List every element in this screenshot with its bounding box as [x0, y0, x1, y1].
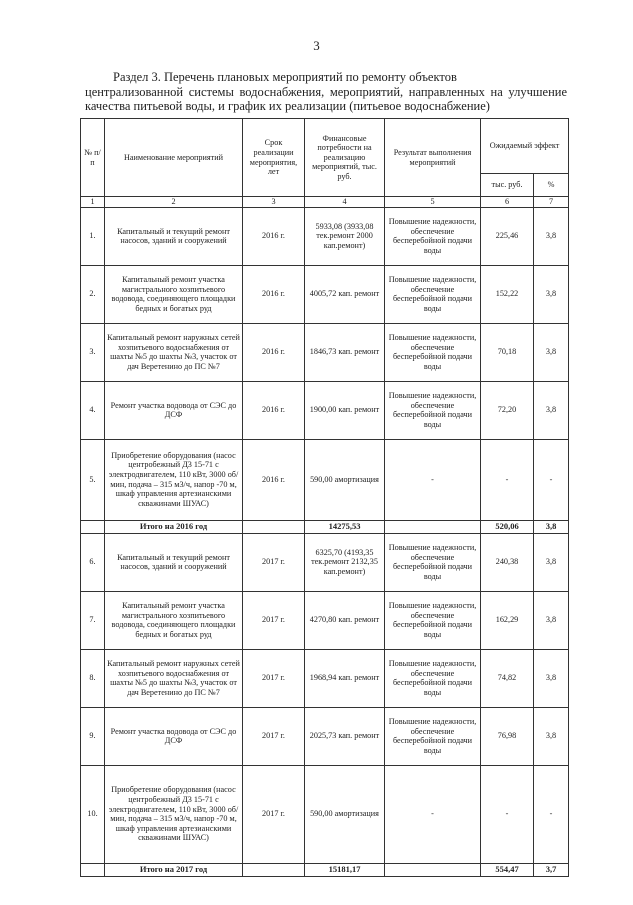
table-row	[81, 591, 569, 649]
row-effect-rub: 74,82	[481, 649, 534, 707]
row-number: 7.	[81, 591, 105, 649]
column-number: 7	[534, 197, 569, 208]
row-year: 2016 г.	[243, 381, 305, 439]
row-effect-pct: 3,8	[534, 707, 569, 765]
header-name: Наименование мероприятий	[105, 119, 243, 197]
row-finance: 590,00 амортизация	[305, 765, 385, 863]
table-row	[81, 533, 569, 591]
row-result: Повышение надежности, обеспечение бесперебойной подачи воды	[385, 381, 481, 439]
column-number: 6	[481, 197, 534, 208]
row-effect-pct: 3,8	[534, 207, 569, 265]
total-finance: 15181,17	[305, 863, 385, 876]
row-effect-rub: 225,46	[481, 207, 534, 265]
column-number: 3	[243, 197, 305, 208]
row-year: 2016 г.	[243, 439, 305, 520]
row-effect-pct: 3,8	[534, 381, 569, 439]
row-result: Повышение надежности, обеспечение бесперебойной подачи воды	[385, 707, 481, 765]
row-number: 9.	[81, 707, 105, 765]
total-effect-rub: 554,47	[481, 863, 534, 876]
row-name: Ремонт участка водовода от СЭС до ДСФ	[105, 381, 243, 439]
row-name: Ремонт участка водовода от СЭС до ДСФ	[105, 707, 243, 765]
section-heading	[85, 70, 567, 114]
section-heading-rest: централизованной системы водоснабжения, мероприятий, направленных на улучшение качества питьевой воды, и график их реализации (питьевое водоснабжение)	[85, 84, 567, 113]
row-finance: 4270,80 кап. ремонт	[305, 591, 385, 649]
row-year: 2016 г.	[243, 265, 305, 323]
row-finance: 1900,00 кап. ремонт	[305, 381, 385, 439]
row-name: Капитальный ремонт наружных сетей хозпитьевого водоснабжения от шахты №5 до шахты №3, участок от дач Веретенино до ПС №7	[105, 649, 243, 707]
row-result: Повышение надежности, обеспечение бесперебойной подачи воды	[385, 323, 481, 381]
measures-table	[80, 118, 569, 877]
row-year: 2017 г.	[243, 649, 305, 707]
row-name: Приобретение оборудования (насос центробежный Д3 15-71 с электродвигателем, 110 кВт, 3000 об/мин, подача – 315 м3/ч, напор -70 м, шкаф управления артезианскими скважинами ШУАС)	[105, 765, 243, 863]
row-effect-rub: 70,18	[481, 323, 534, 381]
row-effect-rub: 76,98	[481, 707, 534, 765]
header-finance: Финансовые потребности на реализацию мероприятий, тыс. руб.	[305, 119, 385, 197]
row-finance: 5933,08 (3933,08 тек.ремонт 2000 кап.ремонт)	[305, 207, 385, 265]
row-finance: 2025,73 кап. ремонт	[305, 707, 385, 765]
row-number: 5.	[81, 439, 105, 520]
row-effect-rub: 240,38	[481, 533, 534, 591]
table-row	[81, 765, 569, 863]
row-result: Повышение надежности, обеспечение бесперебойной подачи воды	[385, 207, 481, 265]
row-number: 1.	[81, 207, 105, 265]
row-result: Повышение надежности, обеспечение бесперебойной подачи воды	[385, 533, 481, 591]
header-effect: Ожидаемый эффект	[481, 119, 569, 174]
row-finance: 4005,72 кап. ремонт	[305, 265, 385, 323]
total-label: Итого на 2017 год	[105, 863, 243, 876]
header-term: Срок реализации мероприятия, лет	[243, 119, 305, 197]
total-effect-pct: 3,7	[534, 863, 569, 876]
total-row	[81, 520, 569, 533]
column-number: 4	[305, 197, 385, 208]
header-effect-rub: тыс. руб.	[481, 174, 534, 197]
total-effect-rub: 520,06	[481, 520, 534, 533]
row-name: Капитальный ремонт наружных сетей хозпитьевого водоснабжения от шахты №5 до шахты №3, участок от дач Веретенино до ПС №7	[105, 323, 243, 381]
row-effect-pct: 3,8	[534, 533, 569, 591]
row-year: 2017 г.	[243, 533, 305, 591]
table-row	[81, 649, 569, 707]
row-effect-pct: 3,8	[534, 591, 569, 649]
row-effect-pct: -	[534, 765, 569, 863]
row-year: 2017 г.	[243, 765, 305, 863]
row-year: 2016 г.	[243, 207, 305, 265]
row-name: Капитальный и текущий ремонт насосов, зданий и сооружений	[105, 207, 243, 265]
column-number: 1	[81, 197, 105, 208]
row-number: 3.	[81, 323, 105, 381]
total-effect-pct: 3,8	[534, 520, 569, 533]
header-result: Результат выполнения мероприятий	[385, 119, 481, 197]
row-effect-rub: 72,20	[481, 381, 534, 439]
table-row	[81, 323, 569, 381]
row-effect-rub: 162,29	[481, 591, 534, 649]
table-row	[81, 439, 569, 520]
row-effect-pct: 3,8	[534, 649, 569, 707]
header-num: № п/п	[81, 119, 105, 197]
row-year: 2016 г.	[243, 323, 305, 381]
row-year: 2017 г.	[243, 591, 305, 649]
column-number: 5	[385, 197, 481, 208]
table-row	[81, 265, 569, 323]
row-name: Приобретение оборудования (насос центробежный Д3 15-71 с электродвигателем, 110 кВт, 3000 об/мин, подача – 315 м3/ч, напор -70 м, шкаф управления артезианскими скважинами ШУАС)	[105, 439, 243, 520]
row-number: 10.	[81, 765, 105, 863]
row-effect-rub: -	[481, 439, 534, 520]
row-name: Капитальный ремонт участка магистрального хозпитьевого водовода, соединяющего площадки бедных и богатых руд	[105, 265, 243, 323]
section-heading-line1: Раздел 3. Перечень плановых мероприятий по ремонту объектов	[113, 70, 457, 84]
row-effect-rub: -	[481, 765, 534, 863]
row-result: Повышение надежности, обеспечение бесперебойной подачи воды	[385, 649, 481, 707]
row-result: Повышение надежности, обеспечение бесперебойной подачи воды	[385, 265, 481, 323]
column-number: 2	[105, 197, 243, 208]
row-result: -	[385, 765, 481, 863]
row-number: 6.	[81, 533, 105, 591]
row-finance: 6325,70 (4193,35 тек.ремонт 2132,35 кап.ремонт)	[305, 533, 385, 591]
row-number: 8.	[81, 649, 105, 707]
row-effect-pct: 3,8	[534, 265, 569, 323]
table-row	[81, 207, 569, 265]
total-row	[81, 863, 569, 876]
table-row	[81, 707, 569, 765]
row-effect-pct: 3,8	[534, 323, 569, 381]
row-result: Повышение надежности, обеспечение бесперебойной подачи воды	[385, 591, 481, 649]
row-effect-rub: 152,22	[481, 265, 534, 323]
table-row	[81, 381, 569, 439]
row-number: 4.	[81, 381, 105, 439]
row-number: 2.	[81, 265, 105, 323]
row-name: Капитальный ремонт участка магистрального хозпитьевого водовода, соединяющего площадки бедных и богатых руд	[105, 591, 243, 649]
total-label: Итого на 2016 год	[105, 520, 243, 533]
row-effect-pct: -	[534, 439, 569, 520]
row-finance: 1846,73 кап. ремонт	[305, 323, 385, 381]
page-number: 3	[313, 38, 320, 53]
total-finance: 14275,53	[305, 520, 385, 533]
row-result: -	[385, 439, 481, 520]
header-effect-pct: %	[534, 174, 569, 197]
row-name: Капитальный и текущий ремонт насосов, зданий и сооружений	[105, 533, 243, 591]
row-finance: 1968,94 кап. ремонт	[305, 649, 385, 707]
row-year: 2017 г.	[243, 707, 305, 765]
row-finance: 590,00 амортизация	[305, 439, 385, 520]
